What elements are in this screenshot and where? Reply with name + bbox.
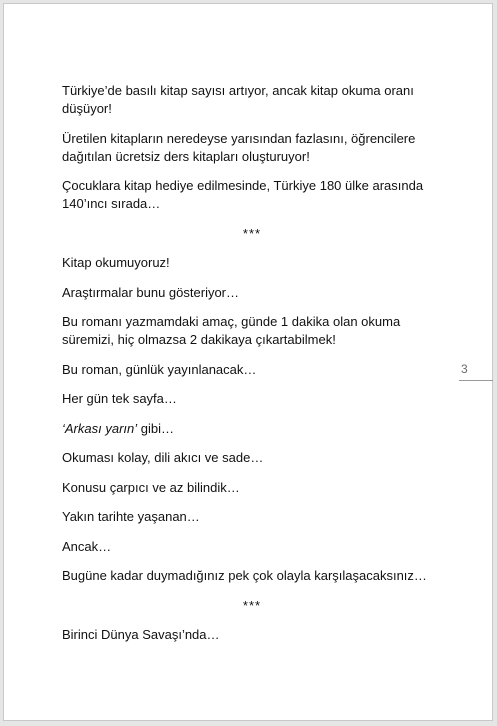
page-number: 3	[459, 362, 493, 381]
paragraph: Türkiye’de basılı kitap sayısı artıyor, ancak kitap okuma oranı düşüyor!	[62, 83, 414, 116]
paragraph: Bu romanı yazmamdaki amaç, günde 1 dakika olan okuma süremizi, hiç olmazsa 2 dakikaya çıkartabilmek!	[62, 314, 401, 347]
paragraph: Ancak…	[62, 538, 112, 554]
paragraph: Kitap okumuyoruz!	[62, 255, 170, 270]
paragraph: Yakın tarihte yaşanan…	[62, 509, 200, 524]
section-separator: ***	[242, 597, 262, 613]
paragraph-italic-line	[62, 420, 442, 438]
section-separator: ***	[242, 225, 262, 241]
paragraph: Bugüne kadar duymadığınız pek çok olayla karşılaşacaksınız…	[62, 568, 427, 583]
italic-line-rest: gibi…	[137, 420, 174, 436]
paragraph: Birinci Dünya Savaşı’nda…	[62, 627, 220, 642]
paragraph: Konusu çarpıcı ve az bilindik…	[62, 479, 240, 495]
paragraph: Çocuklara kitap hediye edilmesinde, Türkiye 180 ülke arasında 140’ıncı sırada…	[62, 178, 424, 211]
italic-phrase: ‘Arkası yarın’	[62, 420, 138, 436]
paragraph: Bu roman, günlük yayınlanacak…	[62, 361, 257, 377]
document-page	[3, 3, 493, 721]
document-body	[62, 82, 442, 656]
paragraph: Üretilen kitapların neredeyse yarısından fazlasını, öğrencilere dağıtılan ücretsiz ders kitapları oluşturuyor!	[62, 130, 416, 164]
paragraph: Her gün tek sayfa…	[62, 391, 177, 406]
paragraph: Araştırmalar bunu gösteriyor…	[62, 284, 240, 300]
paragraph: Okuması kolay, dili akıcı ve sade…	[62, 450, 264, 465]
